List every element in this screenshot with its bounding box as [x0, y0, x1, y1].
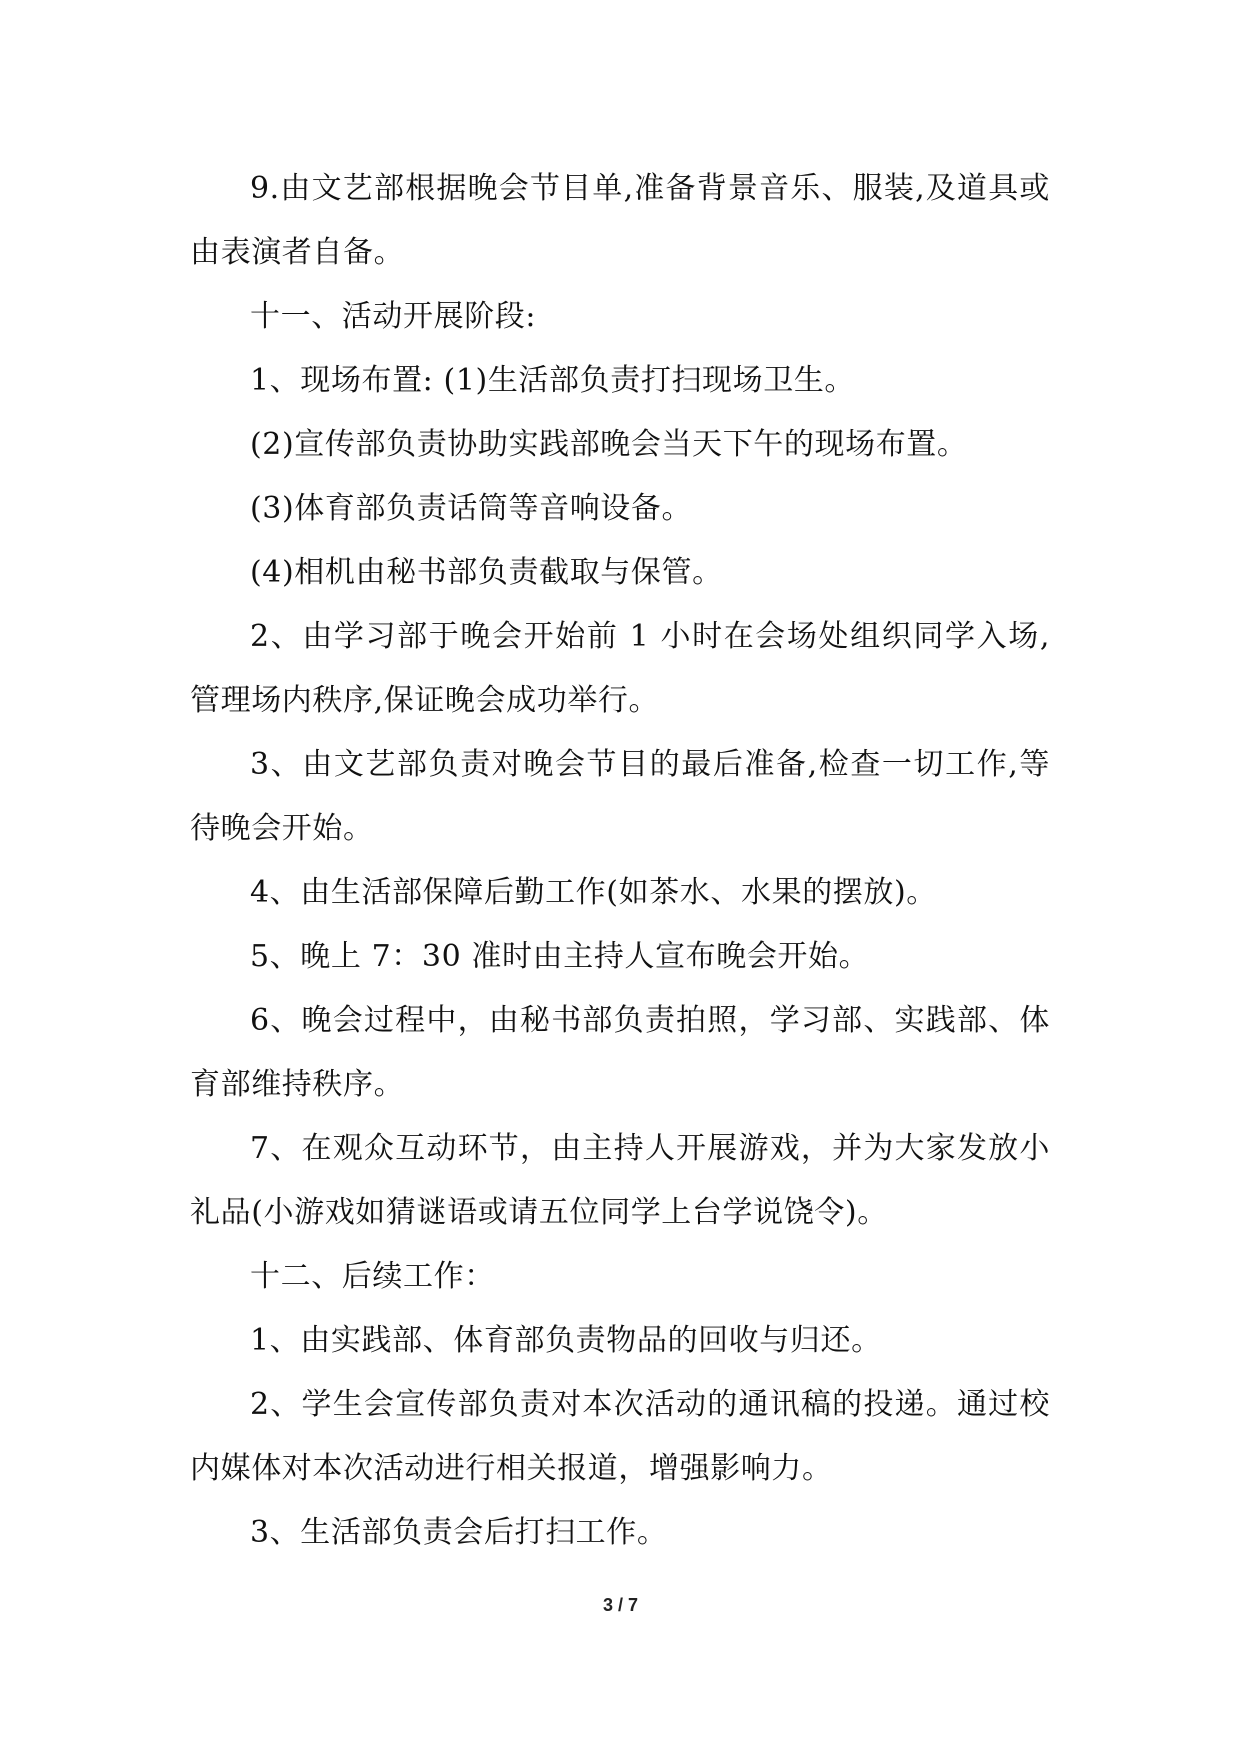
paragraph: (4)相机由秘书部负责截取与保管。	[250, 555, 723, 590]
paragraph: 6、晚会过程中，由秘书部负责拍照，学习部、实践部、体育部维持秩序。	[190, 1003, 1050, 1102]
paragraph: 9.由文艺部根据晚会节目单,准备背景音乐、服装,及道具或由表演者自备。	[190, 171, 1050, 270]
paragraph: 3、由文艺部负责对晚会节目的最后准备,检查一切工作,等待晚会开始。	[190, 747, 1050, 846]
paragraph: 1、现场布置: (1)生活部负责打扫现场卫生。	[250, 363, 856, 398]
document-body	[190, 157, 1050, 1565]
paragraph: (2)宣传部负责协助实践部晚会当天下午的现场布置。	[250, 427, 968, 462]
paragraph: 2、由学习部于晚会开始前 1 小时在会场处组织同学入场,管理场内秩序,保证晚会成功举行。	[190, 619, 1050, 718]
paragraph: 5、晚上 7：30 准时由主持人宣布晚会开始。	[250, 939, 870, 974]
page-number: 3 / 7	[602, 1595, 639, 1615]
paragraph: (3)体育部负责话筒等音响设备。	[250, 491, 693, 526]
paragraph: 2、学生会宣传部负责对本次活动的通讯稿的投递。通过校内媒体对本次活动进行相关报道，增强影响力。	[190, 1387, 1050, 1486]
paragraph: 3、生活部负责会后打扫工作。	[250, 1515, 668, 1550]
paragraph: 7、在观众互动环节，由主持人开展游戏，并为大家发放小礼品(小游戏如猜谜语或请五位同学上台学说饶令)。	[190, 1131, 1050, 1230]
section-heading: 十一、活动开展阶段:	[250, 299, 537, 334]
paragraph: 4、由生活部保障后勤工作(如茶水、水果的摆放)。	[250, 875, 937, 910]
paragraph: 1、由实践部、体育部负责物品的回收与归还。	[250, 1323, 882, 1358]
section-heading: 十二、后续工作：	[250, 1259, 495, 1294]
